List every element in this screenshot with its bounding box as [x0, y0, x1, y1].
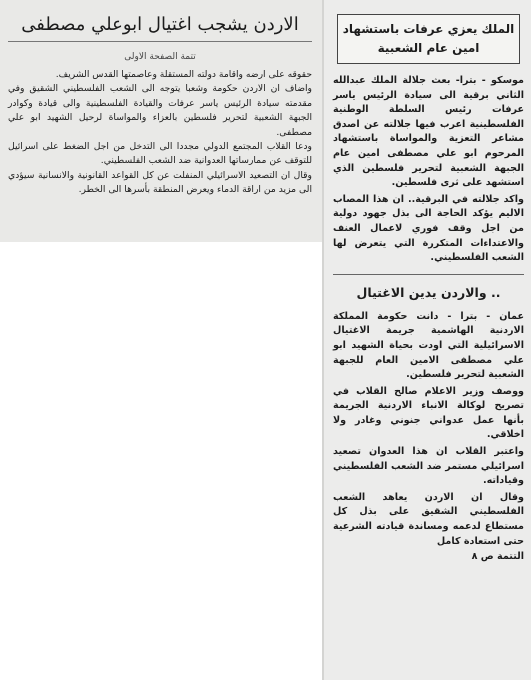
- paragraph: ودعا القلاب المجتمع الدولي مجددا الى التدخل من اجل الضغط على اسرائيل للتوقف عن ممارساتها العدوانية ضد الشعب الفلسطيني.: [8, 141, 312, 167]
- paragraph: واضاف ان الاردن حكومة وشعبا يتوجه الى الشعب الفلسطيني الشقيق وفي مقدمته سيادة الرئيس ياسر عرفات والقيادة الفلسطينية والى قيادة وكوادر الجبهة الشعبية لتحرير فلسطين بالعزاء والمواساة لرحيل الشهيد ابو علي مصطفى.: [8, 83, 312, 138]
- paragraph: واكد جلالته في البرقية.. ان هذا المصاب الاليم يؤكد الحاجة الى بذل جهود دولية من اجل وقف فوري لاعمال العنف والاعتداءات المتكررة التي يتعرض لها الشعب الفلسطيني.: [333, 193, 524, 264]
- continued-note: التتمة ص ٨: [471, 551, 524, 563]
- paragraph: حقوقه على ارضه واقامة دولته المستقلة وعاصمتها القدس الشريف.: [55, 69, 312, 80]
- continued-label: تتمة الصفحة الاولى: [124, 52, 196, 62]
- paragraph: وقال ان الاردن يعاهد الشعب الفلسطيني الشقيق على بذل كل مستطاع لدعمه ومساندة قيادته الشرعية حتى استعادة كامل: [333, 491, 524, 547]
- box-headline: الملك يعزي عرفات باستشهاد امين عام الشعبية: [337, 14, 520, 64]
- paragraph: عمان - بترا - دانت حكومة المملكة الاردنية الهاشمية جريمة الاغتيال الاسرائيلية التي اودت بحياة الشهيد ابو علي مصطفى الامين العام للجبهة الشعبية لتحرير فلسطين.: [333, 310, 524, 381]
- paragraph: ووصف وزير الاعلام صالح القلاب في تصريح لوكالة الانباء الاردنية الجريمة بأنها عمل عدواني جنوني وغادر ولا اخلاقي.: [333, 385, 524, 441]
- paragraph: واعتبر القلاب ان هذا العدوان تصعيد اسرائيلي مستمر ضد الشعب الفلسطيني وقياداته.: [333, 446, 524, 487]
- subheadline: .. والاردن يدين الاغتيال: [356, 284, 501, 300]
- divider: [333, 274, 524, 275]
- clipping-right-column: [322, 0, 531, 680]
- headline: الاردن يشجب اغتيال ابوعلي مصطفى: [8, 6, 312, 42]
- paragraph: موسكو - بترا- بعث جلالة الملك عبدالله الثاني برقية الى سيادة الرئيس ياسر عرفات رئيس السلطة الوطنية الفلسطينية اعرب فيها جلالته عن اصدق مشاعر التعزية والمواساة باستشهاد المرحوم ابو علي مصطفى امين عام الجبهة الشعبية لتحرير فلسطين الذي استشهد على ثرى فلسطين.: [333, 75, 524, 189]
- paragraph: وقال ان التصعيد الاسرائيلي المنفلت عن كل القواعد القانونية والانسانية سيؤدي الى مزيد من اراقة الدماء ويعرض المنطقة بأسرها الى الخطر.: [8, 169, 312, 196]
- clipping-top-left: [0, 0, 322, 242]
